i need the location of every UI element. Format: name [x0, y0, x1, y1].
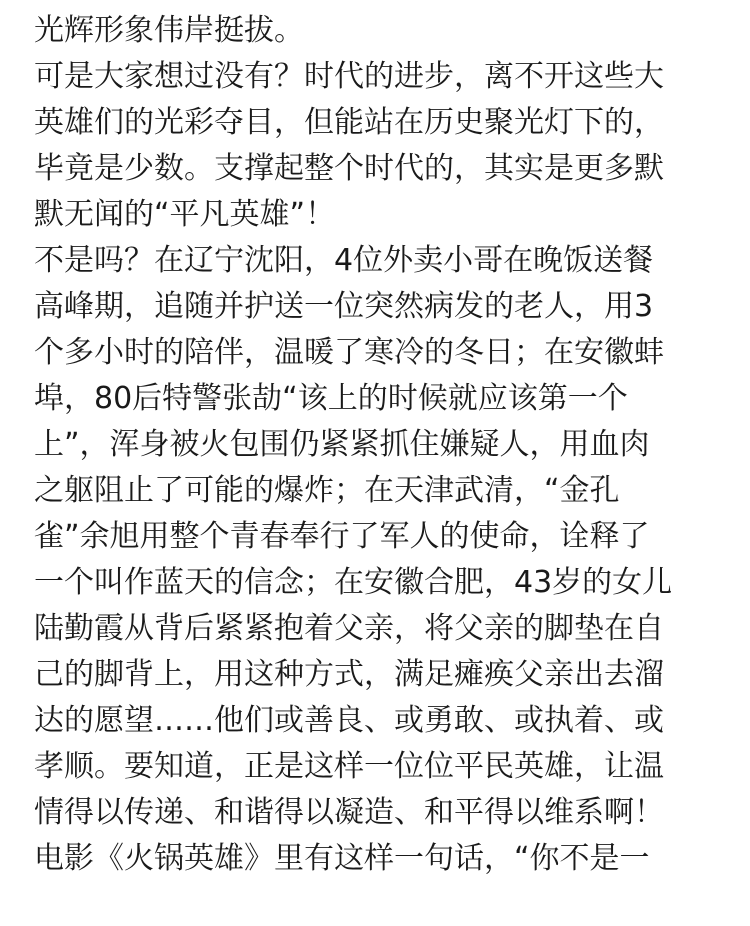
text-line: 情得以传递、和谐得以凝造、和平得以维系啊！ [34, 795, 664, 830]
text-line: 己的脚背上，用这种方式，满足瘫痪父亲出去溜 [34, 657, 664, 692]
text-line: 电影《火锅英雄》里有这样一句话，“你不是一 [34, 841, 650, 876]
text-line: 光辉形象伟岸挺拔。 [34, 13, 304, 48]
text-line: 个多小时的陪伴，温暖了寒冷的冬日；在安徽蚌 [34, 335, 664, 370]
text-line: 之躯阻止了可能的爆炸；在天津武清，“金孔 [34, 473, 620, 508]
article-body [34, 8, 724, 882]
text-line: 雀”余旭用整个青春奉行了军人的使命，诠释了 [34, 519, 650, 554]
text-line: 陆勤霞从背后紧紧抱着父亲，将父亲的脚垫在自 [34, 611, 664, 646]
text-line: 不是吗？在辽宁沈阳，4位外卖小哥在晚饭送餐 [34, 243, 654, 278]
text-line: 英雄们的光彩夺目，但能站在历史聚光灯下的， [34, 105, 664, 140]
text-line: 上”，浑身被火包围仍紧紧抓住嫌疑人，用血肉 [34, 427, 650, 462]
text-line: 默无闻的“平凡英雄”！ [34, 197, 336, 232]
text-line: 高峰期，追随并护送一位突然病发的老人，用3 [34, 289, 654, 324]
text-line: 孝顺。要知道，正是这样一位位平民英雄，让温 [34, 749, 664, 784]
text-line: 一个叫作蓝天的信念；在安徽合肥，43岁的女儿 [34, 565, 673, 600]
text-line: 埠，80后特警张劼“该上的时候就应该第一个 [34, 381, 628, 416]
text-line: 达的愿望……他们或善良、或勇敢、或执着、或 [34, 703, 664, 738]
text-line: 可是大家想过没有？时代的进步，离不开这些大 [34, 59, 664, 94]
text-line: 毕竟是少数。支撑起整个时代的，其实是更多默 [34, 151, 664, 186]
